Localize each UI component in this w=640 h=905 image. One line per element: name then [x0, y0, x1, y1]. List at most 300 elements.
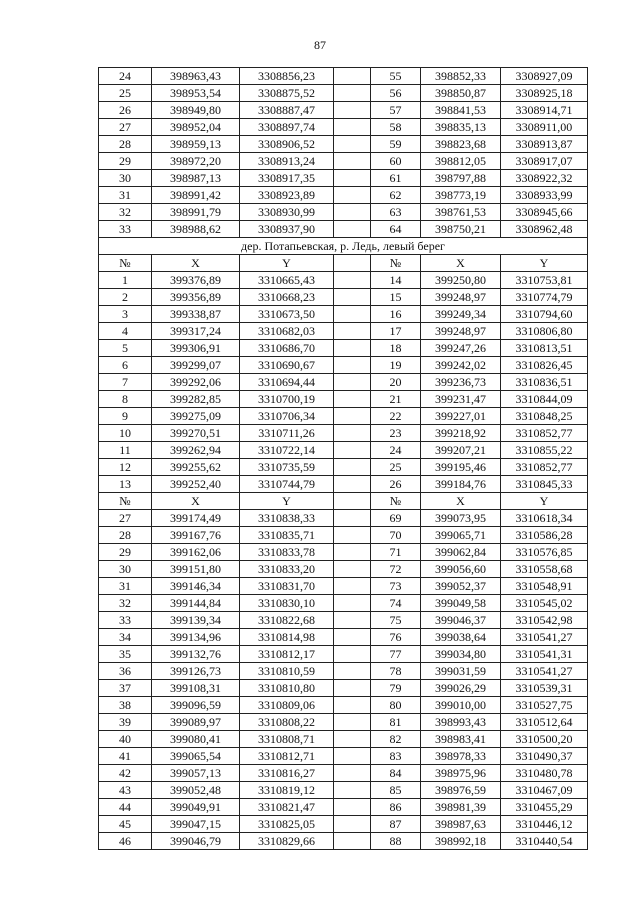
y-coordinate: 3310774,79	[501, 289, 588, 306]
x-coordinate: 399144,84	[152, 595, 240, 612]
spacer-cell	[334, 765, 371, 782]
x-coordinate: 399089,97	[152, 714, 240, 731]
y-coordinate: 3310694,44	[240, 374, 334, 391]
table-row	[99, 170, 588, 187]
x-coordinate: 399134,96	[152, 629, 240, 646]
spacer-cell	[334, 527, 371, 544]
spacer-cell	[334, 459, 371, 476]
point-number: 69	[371, 510, 421, 527]
point-number: 9	[99, 408, 152, 425]
y-coordinate: 3308925,18	[501, 85, 588, 102]
y-coordinate: 3308911,00	[501, 119, 588, 136]
x-coordinate: 398959,13	[152, 136, 240, 153]
spacer-cell	[334, 357, 371, 374]
point-number: 64	[371, 221, 421, 238]
header-y: Y	[240, 493, 334, 510]
table-row	[99, 527, 588, 544]
x-coordinate: 398773,19	[421, 187, 501, 204]
x-coordinate: 398981,39	[421, 799, 501, 816]
y-coordinate: 3310700,19	[240, 391, 334, 408]
point-number: 27	[99, 510, 152, 527]
table-row	[99, 221, 588, 238]
y-coordinate: 3308923,89	[240, 187, 334, 204]
header-x: X	[152, 255, 240, 272]
point-number: 4	[99, 323, 152, 340]
y-coordinate: 3308962,48	[501, 221, 588, 238]
spacer-cell	[334, 391, 371, 408]
y-coordinate: 3310852,77	[501, 459, 588, 476]
x-coordinate: 399270,51	[152, 425, 240, 442]
y-coordinate: 3310512,64	[501, 714, 588, 731]
x-coordinate: 398987,13	[152, 170, 240, 187]
x-coordinate: 399057,13	[152, 765, 240, 782]
point-number: 17	[371, 323, 421, 340]
spacer-cell	[334, 187, 371, 204]
y-coordinate: 3310711,26	[240, 425, 334, 442]
x-coordinate: 398852,33	[421, 68, 501, 85]
point-number: 63	[371, 204, 421, 221]
y-coordinate: 3310539,31	[501, 680, 588, 697]
table-row	[99, 680, 588, 697]
point-number: 31	[99, 187, 152, 204]
point-number: 15	[371, 289, 421, 306]
x-coordinate: 398978,33	[421, 748, 501, 765]
x-coordinate: 399038,64	[421, 629, 501, 646]
spacer-cell	[334, 102, 371, 119]
y-coordinate: 3308906,52	[240, 136, 334, 153]
point-number: 59	[371, 136, 421, 153]
point-number: 80	[371, 697, 421, 714]
point-number: 87	[371, 816, 421, 833]
table-row	[99, 442, 588, 459]
y-coordinate: 3308875,52	[240, 85, 334, 102]
spacer-cell	[334, 323, 371, 340]
spacer-cell	[334, 833, 371, 850]
x-coordinate: 398952,04	[152, 119, 240, 136]
point-number: 46	[99, 833, 152, 850]
point-number: 79	[371, 680, 421, 697]
header-x: X	[421, 255, 501, 272]
x-coordinate: 399146,34	[152, 578, 240, 595]
x-coordinate: 399010,00	[421, 697, 501, 714]
y-coordinate: 3310668,23	[240, 289, 334, 306]
point-number: 28	[99, 136, 152, 153]
x-coordinate: 399073,95	[421, 510, 501, 527]
point-number: 34	[99, 629, 152, 646]
x-coordinate: 399248,97	[421, 323, 501, 340]
point-number: 21	[371, 391, 421, 408]
x-coordinate: 398823,68	[421, 136, 501, 153]
y-coordinate: 3310446,12	[501, 816, 588, 833]
point-number: 41	[99, 748, 152, 765]
page-number: 87	[314, 38, 326, 52]
y-coordinate: 3310808,71	[240, 731, 334, 748]
y-coordinate: 3308913,24	[240, 153, 334, 170]
y-coordinate: 3310542,98	[501, 612, 588, 629]
y-coordinate: 3310806,80	[501, 323, 588, 340]
y-coordinate: 3310845,33	[501, 476, 588, 493]
x-coordinate: 398983,41	[421, 731, 501, 748]
point-number: 8	[99, 391, 152, 408]
y-coordinate: 3310735,59	[240, 459, 334, 476]
point-number: 70	[371, 527, 421, 544]
point-number: 29	[99, 153, 152, 170]
table-row	[99, 748, 588, 765]
spacer-cell	[334, 510, 371, 527]
point-number: 38	[99, 697, 152, 714]
x-coordinate: 399052,48	[152, 782, 240, 799]
x-coordinate: 399167,76	[152, 527, 240, 544]
point-number: 31	[99, 578, 152, 595]
point-number: 18	[371, 340, 421, 357]
spacer-cell	[334, 578, 371, 595]
point-number: 72	[371, 561, 421, 578]
y-coordinate: 3310541,27	[501, 663, 588, 680]
table-row	[99, 153, 588, 170]
y-coordinate: 3310480,78	[501, 765, 588, 782]
table-row	[99, 323, 588, 340]
section-title-row	[99, 238, 588, 255]
table-row	[99, 391, 588, 408]
x-coordinate: 399282,85	[152, 391, 240, 408]
point-number: 33	[99, 612, 152, 629]
x-coordinate: 398991,42	[152, 187, 240, 204]
y-coordinate: 3310844,09	[501, 391, 588, 408]
x-coordinate: 399174,49	[152, 510, 240, 527]
x-coordinate: 399126,73	[152, 663, 240, 680]
table-row	[99, 765, 588, 782]
table-row	[99, 629, 588, 646]
point-number: 82	[371, 731, 421, 748]
point-number: 19	[371, 357, 421, 374]
x-coordinate: 399062,84	[421, 544, 501, 561]
point-number: 22	[371, 408, 421, 425]
point-number: 25	[99, 85, 152, 102]
spacer-cell	[334, 493, 371, 510]
table-row	[99, 85, 588, 102]
table-row	[99, 578, 588, 595]
spacer-cell	[334, 476, 371, 493]
x-coordinate: 399292,06	[152, 374, 240, 391]
table-row	[99, 119, 588, 136]
x-coordinate: 398812,05	[421, 153, 501, 170]
x-coordinate: 399162,06	[152, 544, 240, 561]
table-row	[99, 510, 588, 527]
y-coordinate: 3310855,22	[501, 442, 588, 459]
y-coordinate: 3310833,20	[240, 561, 334, 578]
point-number: 10	[99, 425, 152, 442]
x-coordinate: 399132,76	[152, 646, 240, 663]
point-number: 75	[371, 612, 421, 629]
spacer-cell	[334, 153, 371, 170]
x-coordinate: 399046,37	[421, 612, 501, 629]
point-number: 27	[99, 119, 152, 136]
point-number: 55	[371, 68, 421, 85]
x-coordinate: 399046,79	[152, 833, 240, 850]
y-coordinate: 3310835,71	[240, 527, 334, 544]
x-coordinate: 399195,46	[421, 459, 501, 476]
x-coordinate: 398963,43	[152, 68, 240, 85]
point-number: 30	[99, 561, 152, 578]
header-number: №	[371, 255, 421, 272]
spacer-cell	[334, 221, 371, 238]
table-row	[99, 204, 588, 221]
y-coordinate: 3310440,54	[501, 833, 588, 850]
x-coordinate: 398850,87	[421, 85, 501, 102]
table-row	[99, 289, 588, 306]
spacer-cell	[334, 170, 371, 187]
point-number: 76	[371, 629, 421, 646]
spacer-cell	[334, 680, 371, 697]
y-coordinate: 3310825,05	[240, 816, 334, 833]
point-number: 7	[99, 374, 152, 391]
y-coordinate: 3310810,59	[240, 663, 334, 680]
point-number: 25	[371, 459, 421, 476]
point-number: 30	[99, 170, 152, 187]
y-coordinate: 3310682,03	[240, 323, 334, 340]
table-row	[99, 595, 588, 612]
x-coordinate: 399218,92	[421, 425, 501, 442]
spacer-cell	[334, 816, 371, 833]
y-coordinate: 3310848,25	[501, 408, 588, 425]
x-coordinate: 399242,02	[421, 357, 501, 374]
point-number: 61	[371, 170, 421, 187]
y-coordinate: 3310722,14	[240, 442, 334, 459]
x-coordinate: 399248,97	[421, 289, 501, 306]
point-number: 20	[371, 374, 421, 391]
spacer-cell	[334, 272, 371, 289]
point-number: 40	[99, 731, 152, 748]
spacer-cell	[334, 289, 371, 306]
y-coordinate: 3310706,34	[240, 408, 334, 425]
table-row	[99, 612, 588, 629]
spacer-cell	[334, 697, 371, 714]
x-coordinate: 399207,21	[421, 442, 501, 459]
x-coordinate: 399299,07	[152, 357, 240, 374]
point-number: 26	[99, 102, 152, 119]
y-coordinate: 3310826,45	[501, 357, 588, 374]
point-number: 12	[99, 459, 152, 476]
header-x: X	[421, 493, 501, 510]
table-row	[99, 663, 588, 680]
x-coordinate: 399317,24	[152, 323, 240, 340]
spacer-cell	[334, 544, 371, 561]
point-number: 62	[371, 187, 421, 204]
y-coordinate: 3310833,78	[240, 544, 334, 561]
table-row	[99, 816, 588, 833]
point-number: 24	[99, 68, 152, 85]
y-coordinate: 3310558,68	[501, 561, 588, 578]
x-coordinate: 399236,73	[421, 374, 501, 391]
table-row	[99, 799, 588, 816]
y-coordinate: 3308933,99	[501, 187, 588, 204]
x-coordinate: 398975,96	[421, 765, 501, 782]
spacer-cell	[334, 442, 371, 459]
header-row	[99, 255, 588, 272]
y-coordinate: 3310744,79	[240, 476, 334, 493]
y-coordinate: 3308917,35	[240, 170, 334, 187]
x-coordinate: 399151,80	[152, 561, 240, 578]
x-coordinate: 399065,54	[152, 748, 240, 765]
point-number: 56	[371, 85, 421, 102]
y-coordinate: 3310810,80	[240, 680, 334, 697]
y-coordinate: 3308914,71	[501, 102, 588, 119]
x-coordinate: 398750,21	[421, 221, 501, 238]
point-number: 57	[371, 102, 421, 119]
spacer-cell	[334, 646, 371, 663]
table-row	[99, 136, 588, 153]
point-number: 26	[371, 476, 421, 493]
y-coordinate: 3308945,66	[501, 204, 588, 221]
y-coordinate: 3310822,68	[240, 612, 334, 629]
point-number: 85	[371, 782, 421, 799]
table-row	[99, 697, 588, 714]
y-coordinate: 3310829,66	[240, 833, 334, 850]
x-coordinate: 399031,59	[421, 663, 501, 680]
point-number: 73	[371, 578, 421, 595]
header-number: №	[99, 255, 152, 272]
y-coordinate: 3308913,87	[501, 136, 588, 153]
x-coordinate: 399139,34	[152, 612, 240, 629]
point-number: 6	[99, 357, 152, 374]
y-coordinate: 3310665,43	[240, 272, 334, 289]
spacer-cell	[334, 612, 371, 629]
point-number: 60	[371, 153, 421, 170]
table-row	[99, 102, 588, 119]
point-number: 1	[99, 272, 152, 289]
y-coordinate: 3310686,70	[240, 340, 334, 357]
y-coordinate: 3310586,28	[501, 527, 588, 544]
table-row	[99, 425, 588, 442]
point-number: 11	[99, 442, 152, 459]
x-coordinate: 398972,20	[152, 153, 240, 170]
x-coordinate: 399049,58	[421, 595, 501, 612]
x-coordinate: 399275,09	[152, 408, 240, 425]
spacer-cell	[334, 714, 371, 731]
y-coordinate: 3310545,02	[501, 595, 588, 612]
y-coordinate: 3310541,31	[501, 646, 588, 663]
header-y: Y	[240, 255, 334, 272]
spacer-cell	[334, 408, 371, 425]
spacer-cell	[334, 561, 371, 578]
point-number: 39	[99, 714, 152, 731]
x-coordinate: 399065,71	[421, 527, 501, 544]
point-number: 32	[99, 595, 152, 612]
spacer-cell	[334, 306, 371, 323]
table-row	[99, 731, 588, 748]
table-row	[99, 782, 588, 799]
y-coordinate: 3310812,71	[240, 748, 334, 765]
y-coordinate: 3310813,51	[501, 340, 588, 357]
y-coordinate: 3310836,51	[501, 374, 588, 391]
y-coordinate: 3310814,98	[240, 629, 334, 646]
point-number: 29	[99, 544, 152, 561]
x-coordinate: 398992,18	[421, 833, 501, 850]
x-coordinate: 398988,62	[152, 221, 240, 238]
y-coordinate: 3308856,23	[240, 68, 334, 85]
y-coordinate: 3310812,17	[240, 646, 334, 663]
y-coordinate: 3310794,60	[501, 306, 588, 323]
point-number: 45	[99, 816, 152, 833]
spacer-cell	[334, 255, 371, 272]
y-coordinate: 3308927,09	[501, 68, 588, 85]
y-coordinate: 3308937,90	[240, 221, 334, 238]
table-row	[99, 306, 588, 323]
y-coordinate: 3310830,10	[240, 595, 334, 612]
point-number: 71	[371, 544, 421, 561]
x-coordinate: 398835,13	[421, 119, 501, 136]
spacer-cell	[334, 425, 371, 442]
x-coordinate: 399376,89	[152, 272, 240, 289]
x-coordinate: 399338,87	[152, 306, 240, 323]
point-number: 16	[371, 306, 421, 323]
point-number: 23	[371, 425, 421, 442]
point-number: 24	[371, 442, 421, 459]
x-coordinate: 399231,47	[421, 391, 501, 408]
point-number: 13	[99, 476, 152, 493]
header-y: Y	[501, 255, 588, 272]
spacer-cell	[334, 782, 371, 799]
table-row	[99, 833, 588, 850]
y-coordinate: 3310753,81	[501, 272, 588, 289]
y-coordinate: 3308922,32	[501, 170, 588, 187]
section-title: дер. Потапьевская, р. Ледь, левый берег	[99, 238, 588, 255]
x-coordinate: 399056,60	[421, 561, 501, 578]
y-coordinate: 3310467,09	[501, 782, 588, 799]
point-number: 77	[371, 646, 421, 663]
y-coordinate: 3310838,33	[240, 510, 334, 527]
spacer-cell	[334, 136, 371, 153]
x-coordinate: 399052,37	[421, 578, 501, 595]
header-x: X	[152, 493, 240, 510]
y-coordinate: 3310541,27	[501, 629, 588, 646]
point-number: 44	[99, 799, 152, 816]
spacer-cell	[334, 595, 371, 612]
x-coordinate: 399184,76	[421, 476, 501, 493]
x-coordinate: 398991,79	[152, 204, 240, 221]
x-coordinate: 399108,31	[152, 680, 240, 697]
spacer-cell	[334, 68, 371, 85]
point-number: 2	[99, 289, 152, 306]
spacer-cell	[334, 748, 371, 765]
x-coordinate: 399306,91	[152, 340, 240, 357]
table-row	[99, 357, 588, 374]
point-number: 83	[371, 748, 421, 765]
table-row	[99, 68, 588, 85]
spacer-cell	[334, 663, 371, 680]
point-number: 35	[99, 646, 152, 663]
y-coordinate: 3310690,67	[240, 357, 334, 374]
spacer-cell	[334, 204, 371, 221]
point-number: 36	[99, 663, 152, 680]
spacer-cell	[334, 374, 371, 391]
point-number: 81	[371, 714, 421, 731]
x-coordinate: 398797,88	[421, 170, 501, 187]
point-number: 5	[99, 340, 152, 357]
x-coordinate: 399227,01	[421, 408, 501, 425]
table-row	[99, 544, 588, 561]
y-coordinate: 3310821,47	[240, 799, 334, 816]
x-coordinate: 398953,54	[152, 85, 240, 102]
table-row	[99, 187, 588, 204]
table-row	[99, 476, 588, 493]
y-coordinate: 3310673,50	[240, 306, 334, 323]
point-number: 78	[371, 663, 421, 680]
y-coordinate: 3310548,91	[501, 578, 588, 595]
y-coordinate: 3310808,22	[240, 714, 334, 731]
spacer-cell	[334, 799, 371, 816]
point-number: 84	[371, 765, 421, 782]
